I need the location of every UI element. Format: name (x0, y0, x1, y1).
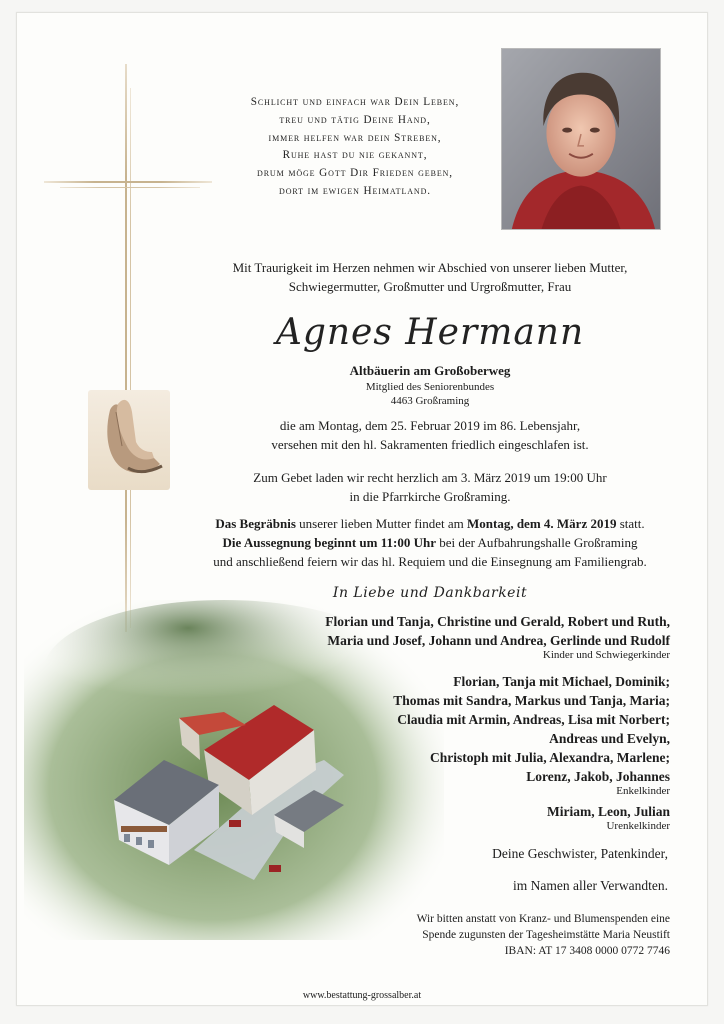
grandchildren-role: Enkelkinder (616, 785, 670, 797)
deceased-title: Altbäuerin am Großoberweg (349, 363, 511, 378)
address: 4463 Großraming (390, 395, 470, 407)
great-grandchildren-role: Urenkelkinder (606, 820, 670, 832)
poem-line: immer helfen war dein Streben, (268, 131, 442, 144)
names-line: Florian und Tanja, Christine und Gerald, Robert und Ruth, (325, 614, 670, 629)
funeral-text: bei der Aufbahrungshalle Großraming (436, 535, 638, 550)
names-line: Lorenz, Jakob, Johannes (526, 769, 670, 784)
intro-line: Schwiegermutter, Großmutter und Urgroßmutter, Frau (288, 279, 572, 294)
poem-line: drum möge Gott Dir Frieden geben, (257, 167, 453, 180)
poem-line: Ruhe hast du nie gekannt, (282, 149, 428, 162)
death-notice (180, 416, 680, 454)
death-line: die am Montag, dem 25. Februar 2019 im 86. Lebensjahr, (279, 418, 581, 433)
intro-text (180, 258, 680, 296)
funeral-bold: Die Aussegnung beginnt um 11:00 Uhr (222, 535, 436, 550)
grandchildren-names (260, 672, 670, 786)
siblings-line: Deine Geschwister, Patenkinder, (492, 846, 668, 861)
names-line: Claudia mit Armin, Andreas, Lisa mit Norbert; (397, 712, 670, 727)
names-line: Andreas und Evelyn, (549, 731, 670, 746)
children-role: Kinder und Schwiegerkinder (542, 649, 670, 661)
funeral-bold: Montag, dem 4. März 2019 (467, 516, 617, 531)
prayer-line: Zum Gebet laden wir recht herzlich am 3. März 2019 um 19:00 Uhr (253, 470, 607, 485)
poem-line: treu und tätig Deine Hand, (279, 113, 431, 126)
names-line: Miriam, Leon, Julian (546, 804, 670, 819)
death-line: versehen mit den hl. Sakramenten friedlich eingeschlafen ist. (271, 437, 589, 452)
funeral-line-1 (166, 514, 694, 533)
prayer-notice (180, 468, 680, 506)
prayer-line: in die Pfarrkirche Großraming. (349, 489, 511, 504)
poem (210, 94, 500, 201)
intro-line: Mit Traurigkeit im Herzen nehmen wir Abschied von unserer lieben Mutter, (232, 260, 628, 275)
names-line: Christoph mit Julia, Alexandra, Marlene; (430, 750, 670, 765)
poem-line: dort im ewigen Heimatland. (279, 184, 431, 197)
great-grandchildren-names (260, 802, 670, 821)
children-names (260, 612, 670, 650)
donation-line: Wir bitten anstatt von Kranz- und Blumenspenden eine (416, 913, 670, 925)
funeral-line-3: und anschließend feiern wir das hl. Requiem und die Einsegnung am Familiengrab. (213, 554, 647, 569)
donation-line: Spende zugunsten der Tagesheimstätte Maria Neustift (422, 929, 670, 941)
website-link[interactable]: www.bestattung-grossalber.at (302, 990, 422, 1001)
relatives-line: im Namen aller Verwandten. (513, 878, 668, 893)
donation-iban: IBAN: AT 17 3408 0000 0772 7746 (504, 945, 670, 957)
funeral-text: statt. (616, 516, 645, 531)
membership: Mitglied des Seniorenbundes (365, 381, 495, 393)
funeral-line-2 (166, 533, 694, 552)
names-line: Maria und Josef, Johann und Andrea, Gerlinde und Rudolf (327, 633, 670, 648)
names-line: Florian, Tanja mit Michael, Dominik; (453, 674, 670, 689)
poem-line: Schlicht und einfach war Dein Leben, (250, 96, 460, 108)
donation-request (330, 911, 670, 959)
names-line: Thomas mit Sandra, Markus und Tanja, Maria; (393, 693, 670, 708)
praying-hands-image (88, 390, 170, 490)
closing-phrase: In Liebe und Dankbarkeit (332, 585, 528, 601)
funeral-bold: Das Begräbnis (215, 516, 296, 531)
portrait-photo (501, 48, 661, 230)
funeral-text: unserer lieben Mutter findet am (295, 516, 467, 531)
deceased-name: Agnes Hermann (275, 312, 585, 353)
funeral-notice (166, 514, 694, 571)
